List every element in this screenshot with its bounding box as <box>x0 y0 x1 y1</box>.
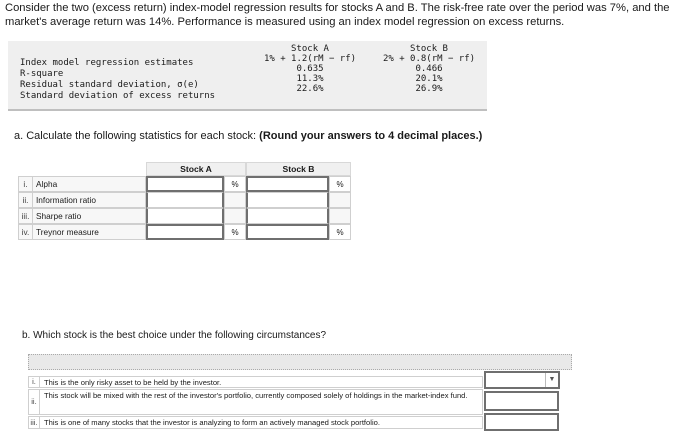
part-b-row-2 <box>28 389 483 415</box>
stock-b-equation: 2% + 0.8(rM − rf) <box>382 54 476 64</box>
stock-b-r-square: 0.466 <box>415 64 443 74</box>
row-number: i. <box>19 177 33 192</box>
row-number: iv. <box>19 225 33 240</box>
treynor-stock-a-input[interactable] <box>146 224 224 240</box>
information-ratio-stock-b-spacer <box>329 192 351 208</box>
part-b-row-2-dropdown[interactable] <box>484 391 559 411</box>
part-b-row-1-dropdown[interactable] <box>484 371 560 389</box>
sharpe-ratio-stock-a-spacer <box>224 208 246 224</box>
header-stock-b: Stock B <box>246 162 351 176</box>
row-number: ii. <box>19 193 33 208</box>
part-a-prefix: a. Calculate the following statistics for each stock: <box>14 130 260 142</box>
part-a-answer-table <box>18 162 354 242</box>
alpha-stock-b-input[interactable] <box>246 176 329 192</box>
information-ratio-stock-b-input[interactable] <box>246 192 329 208</box>
regression-results-table <box>8 41 487 111</box>
stock-a-equation: 1% + 1.2(rM − rf) <box>263 54 357 64</box>
part-b-row-3 <box>28 416 483 429</box>
label-r-square: R-square <box>20 69 64 79</box>
part-b-answer-table <box>28 354 572 438</box>
stock-a-residual-sd: 11.3% <box>296 74 324 84</box>
alpha-stock-b-unit: % <box>329 176 351 192</box>
label-regression-estimates: Index model regression estimates <box>20 58 194 68</box>
sharpe-ratio-stock-b-spacer <box>329 208 351 224</box>
part-b-question: b. Which stock is the best choice under the following circumstances? <box>22 330 327 341</box>
row-text: This stock will be mixed with the rest of the investor's portfolio, currently composed solely of holdings in the market-index fund. <box>44 391 468 400</box>
stock-b-residual-sd: 20.1% <box>415 74 443 84</box>
row-label-text: Sharpe ratio <box>36 211 82 221</box>
part-a-instruction <box>14 130 482 142</box>
problem-statement <box>5 2 697 29</box>
stock-a-r-square: 0.635 <box>296 64 324 74</box>
treynor-stock-b-unit: % <box>329 224 351 240</box>
row-number: i. <box>29 377 40 387</box>
row-number: ii. <box>29 390 40 414</box>
stock-b-column <box>374 44 484 94</box>
row-label-text: Alpha <box>36 179 58 189</box>
information-ratio-stock-a-spacer <box>224 192 246 208</box>
header-stock-a: Stock A <box>146 162 246 176</box>
row-text: This is one of many stocks that the investor is analyzing to form an actively managed stock portfolio. <box>44 418 380 427</box>
row-label-text: Treynor measure <box>36 227 99 237</box>
chevron-down-icon: ▼ <box>545 373 558 387</box>
row-alpha-label <box>18 176 146 192</box>
row-sharpe-ratio-label <box>18 208 146 224</box>
row-information-ratio-label <box>18 192 146 208</box>
label-sd-excess: Standard deviation of excess returns <box>20 91 216 101</box>
sharpe-ratio-stock-a-input[interactable] <box>146 208 224 224</box>
information-ratio-stock-a-input[interactable] <box>146 192 224 208</box>
alpha-stock-a-input[interactable] <box>146 176 224 192</box>
intro-line-2: market's average return was 14%. Performance is measured using an index model regression on excess returns. <box>5 15 565 28</box>
row-number: iii. <box>19 209 33 224</box>
part-b-row-1 <box>28 376 483 388</box>
intro-line-1: Consider the two (excess return) index-model regression results for stocks A and B. The risk-free rate over the period was 7%, and the <box>5 2 670 14</box>
stock-b-sd-excess: 26.9% <box>415 84 443 94</box>
stock-a-sd-excess: 22.6% <box>296 84 324 94</box>
part-a-rounding-note: (Round your answers to 4 decimal places.) <box>259 130 483 142</box>
stock-b-header: Stock B <box>410 44 448 54</box>
stock-a-header: Stock A <box>291 44 329 54</box>
sharpe-ratio-stock-b-input[interactable] <box>246 208 329 224</box>
stock-a-column <box>256 44 364 94</box>
row-number: iii. <box>29 417 40 428</box>
row-treynor-measure-label <box>18 224 146 240</box>
part-b-header-bar <box>28 354 572 370</box>
alpha-stock-a-unit: % <box>224 176 246 192</box>
row-label-text: Information ratio <box>36 195 96 205</box>
treynor-stock-a-unit: % <box>224 224 246 240</box>
row-text: This is the only risky asset to be held by the investor. <box>44 378 222 387</box>
part-b-row-3-dropdown[interactable] <box>484 413 559 431</box>
treynor-stock-b-input[interactable] <box>246 224 329 240</box>
label-residual-sd: Residual standard deviation, σ(e) <box>20 80 199 90</box>
